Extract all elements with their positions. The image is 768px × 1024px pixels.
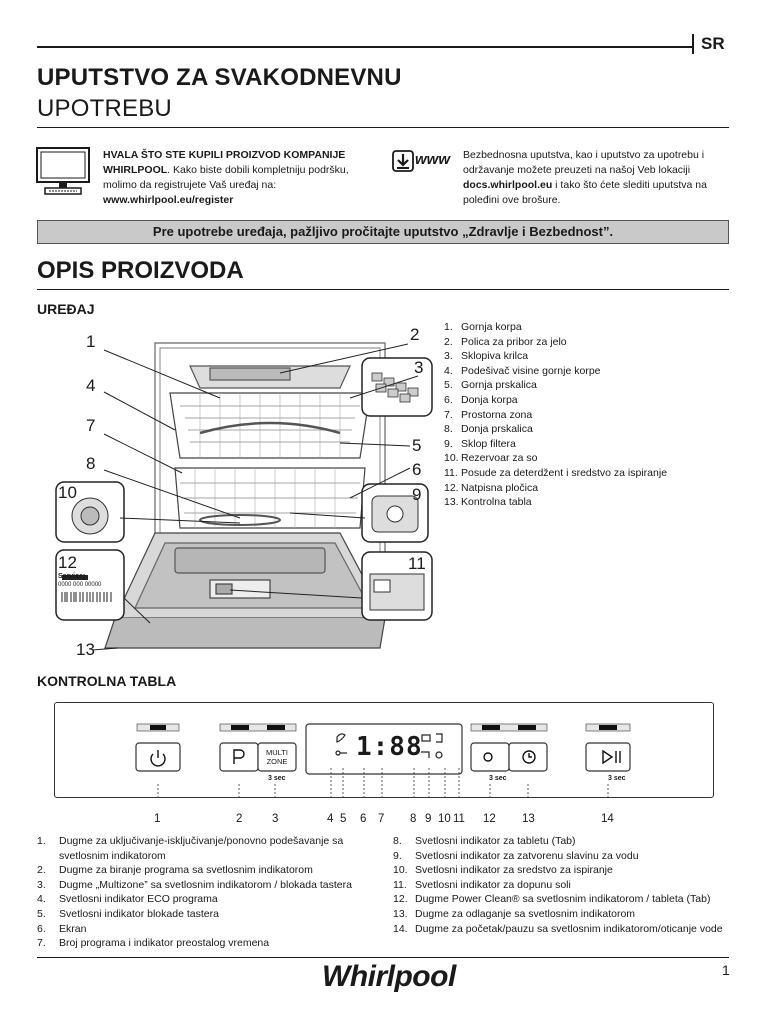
rating-plate-label: Service: bbox=[58, 573, 86, 580]
dishwasher-illustration bbox=[40, 318, 440, 668]
language-code: SR bbox=[701, 34, 725, 53]
panel-callout-13: 13 bbox=[522, 813, 535, 825]
list-item: 7. Prostorna zona bbox=[444, 408, 533, 421]
list-item: 7. Broj programa i indikator preostalog vremena bbox=[37, 937, 270, 950]
title-rule bbox=[37, 127, 729, 128]
list-item: 13. Dugme za odlaganje sa svetlosnim indikatorom bbox=[393, 907, 636, 920]
panel-callout-1: 1 bbox=[154, 813, 161, 825]
safety-banner: Pre upotrebe uređaja, pažljivo pročitajte uputstvo „Zdravlje i Bezbednost”. bbox=[37, 220, 729, 244]
section-rule bbox=[37, 289, 729, 290]
download-www-icon bbox=[392, 150, 452, 172]
start-hold-label: 3 sec bbox=[608, 775, 626, 782]
whirlpool-logo: Whirlpool bbox=[322, 960, 456, 993]
callout-4: 4 bbox=[86, 376, 96, 395]
panel-callout-9: 9 bbox=[425, 813, 432, 825]
parts-list bbox=[444, 320, 667, 510]
rating-plate-code: 0000 000 00000 bbox=[58, 582, 102, 588]
callout-9: 9 bbox=[412, 485, 422, 504]
list-item: 11. Svetlosni indikator za dopunu soli bbox=[393, 878, 571, 891]
panel-callout-11: 11 bbox=[453, 813, 465, 825]
callout-8: 8 bbox=[86, 454, 96, 473]
list-item: 12. Dugme Power Clean® sa svetlosnim indikatorom / tableta (Tab) bbox=[393, 893, 711, 906]
delay-button[interactable] bbox=[509, 743, 547, 771]
top-rule-divider bbox=[692, 34, 694, 54]
docs-url[interactable]: docs.whirlpool.eu bbox=[463, 179, 553, 191]
docs-line-1: Bezbednosna uputstva, kao i uputstvo za upotrebu i bbox=[463, 149, 705, 161]
www-label: www bbox=[415, 151, 451, 168]
callout-2: 2 bbox=[410, 325, 420, 344]
list-item: 5. Gornja prskalica bbox=[444, 379, 537, 392]
download-icon bbox=[392, 150, 414, 172]
multizone-label-2: ZONE bbox=[266, 757, 288, 766]
callout-13: 13 bbox=[76, 640, 95, 659]
panel-callout-5: 5 bbox=[340, 813, 347, 825]
thanks-text: HVALA ŠTO STE KUPILI PROIZVOD KOMPANIJE bbox=[103, 149, 346, 161]
register-text: . Kako biste dobili kompletniju podršku, bbox=[167, 164, 349, 176]
section-title: OPIS PROIZVODA bbox=[37, 257, 244, 284]
panel-callout-12: 12 bbox=[483, 813, 496, 825]
multizone-button[interactable] bbox=[258, 743, 296, 771]
register-text-2: molimo da registrujete Vaš uređaj na: bbox=[103, 179, 277, 191]
page-title-line2: UPOTREBU bbox=[37, 95, 172, 122]
list-item: 6. Ekran bbox=[37, 922, 87, 935]
list-item: 8. Svetlosni indikator za tabletu (Tab) bbox=[393, 835, 576, 847]
power-clean-hold-label: 3 sec bbox=[489, 775, 507, 782]
panel-callout-10: 10 bbox=[438, 813, 451, 825]
top-rule bbox=[37, 46, 692, 48]
list-item: 6. Donja korpa bbox=[444, 393, 518, 406]
control-panel-heading: KONTROLNA TABLA bbox=[37, 673, 177, 689]
register-url[interactable]: www.whirlpool.eu/register bbox=[103, 194, 234, 206]
list-item: 9. Svetlosni indikator za zatvorenu slavinu za vodu bbox=[393, 849, 639, 862]
list-item: 9. Sklop filtera bbox=[444, 437, 516, 450]
panel-callout-4: 4 bbox=[327, 813, 334, 825]
list-item: 5. Svetlosni indikator blokade tastera bbox=[37, 907, 219, 920]
list-item: 2. Polica za pribor za jelo bbox=[444, 335, 567, 348]
callout-11: 11 bbox=[408, 554, 426, 573]
control-legend-left bbox=[37, 834, 387, 951]
list-item: 4. Svetlosni indikator ECO programa bbox=[37, 893, 218, 906]
callout-6: 6 bbox=[412, 460, 422, 479]
callout-3: 3 bbox=[414, 358, 424, 377]
list-item: 1. Dugme za uključivanje-isključivanje/ponovno podešavanje sa bbox=[37, 835, 344, 847]
computer-monitor-icon bbox=[35, 146, 91, 202]
page-number: 1 bbox=[722, 962, 730, 978]
list-item: 2. Dugme za biranje programa sa svetlosnim indikatorom bbox=[37, 864, 313, 877]
panel-callout-14: 14 bbox=[601, 813, 614, 825]
list-item: 1. Gornja korpa bbox=[444, 321, 522, 333]
list-item: 8. Donja prskalica bbox=[444, 423, 533, 436]
page-title: UPUTSTVO ZA SVAKODNEVNU bbox=[37, 64, 402, 91]
control-legend-right bbox=[393, 834, 738, 936]
list-item: 11. Posude za deterdžent i sredstvo za ispiranje bbox=[444, 466, 668, 479]
list-item: 3. Sklopiva krilca bbox=[444, 350, 529, 363]
panel-callout-3: 3 bbox=[272, 813, 279, 825]
list-item: 14. Dugme za početak/pauzu sa svetlosnim indikatorom/oticanje vode bbox=[393, 922, 723, 935]
list-item: 13. Kontrolna tabla bbox=[444, 496, 532, 509]
callout-7: 7 bbox=[86, 416, 96, 435]
list-item: 12. Natpisna pločica bbox=[444, 481, 539, 494]
power-clean-button[interactable] bbox=[471, 743, 509, 771]
panel-callout-8: 8 bbox=[410, 813, 417, 825]
documentation-note bbox=[463, 148, 733, 208]
multizone-label-1: MULTI bbox=[266, 748, 288, 757]
callout-10: 10 bbox=[58, 483, 77, 502]
panel-callout-2: 2 bbox=[236, 813, 243, 825]
power-button[interactable] bbox=[136, 743, 180, 771]
callout-1: 1 bbox=[86, 332, 96, 351]
program-button[interactable] bbox=[220, 743, 258, 771]
docs-line-3: i tako što ćete slediti uputstva na bbox=[552, 179, 707, 191]
footer-rule bbox=[37, 957, 729, 958]
device-heading: UREĐAJ bbox=[37, 301, 95, 317]
list-item: 10. Svetlosni indikator za sredstvo za ispiranje bbox=[393, 864, 613, 877]
brand-name: WHIRLPOOL bbox=[103, 164, 168, 176]
list-item: 4. Podešivač visine gornje korpe bbox=[444, 364, 601, 377]
callout-12: 12 bbox=[58, 553, 77, 572]
panel-callout-7: 7 bbox=[378, 813, 385, 825]
docs-line-2: održavanje možete preuzeti na našoj Veb lokaciji bbox=[463, 164, 691, 176]
list-item: 3. Dugme „Multizone” sa svetlosnim indikatorom / blokada tastera bbox=[37, 878, 352, 891]
multizone-hold-label: 3 sec bbox=[268, 775, 286, 782]
list-item: svetlosnim indikatorom bbox=[59, 849, 166, 862]
docs-line-4: poleđini ove brošure. bbox=[463, 194, 561, 206]
panel-callout-6: 6 bbox=[360, 813, 367, 825]
display-digits: 1:88 bbox=[356, 732, 423, 762]
list-item: 10. Rezervoar za so bbox=[444, 452, 538, 465]
start-pause-button[interactable] bbox=[586, 743, 630, 771]
registration-note bbox=[103, 148, 373, 208]
callout-5: 5 bbox=[412, 436, 422, 455]
